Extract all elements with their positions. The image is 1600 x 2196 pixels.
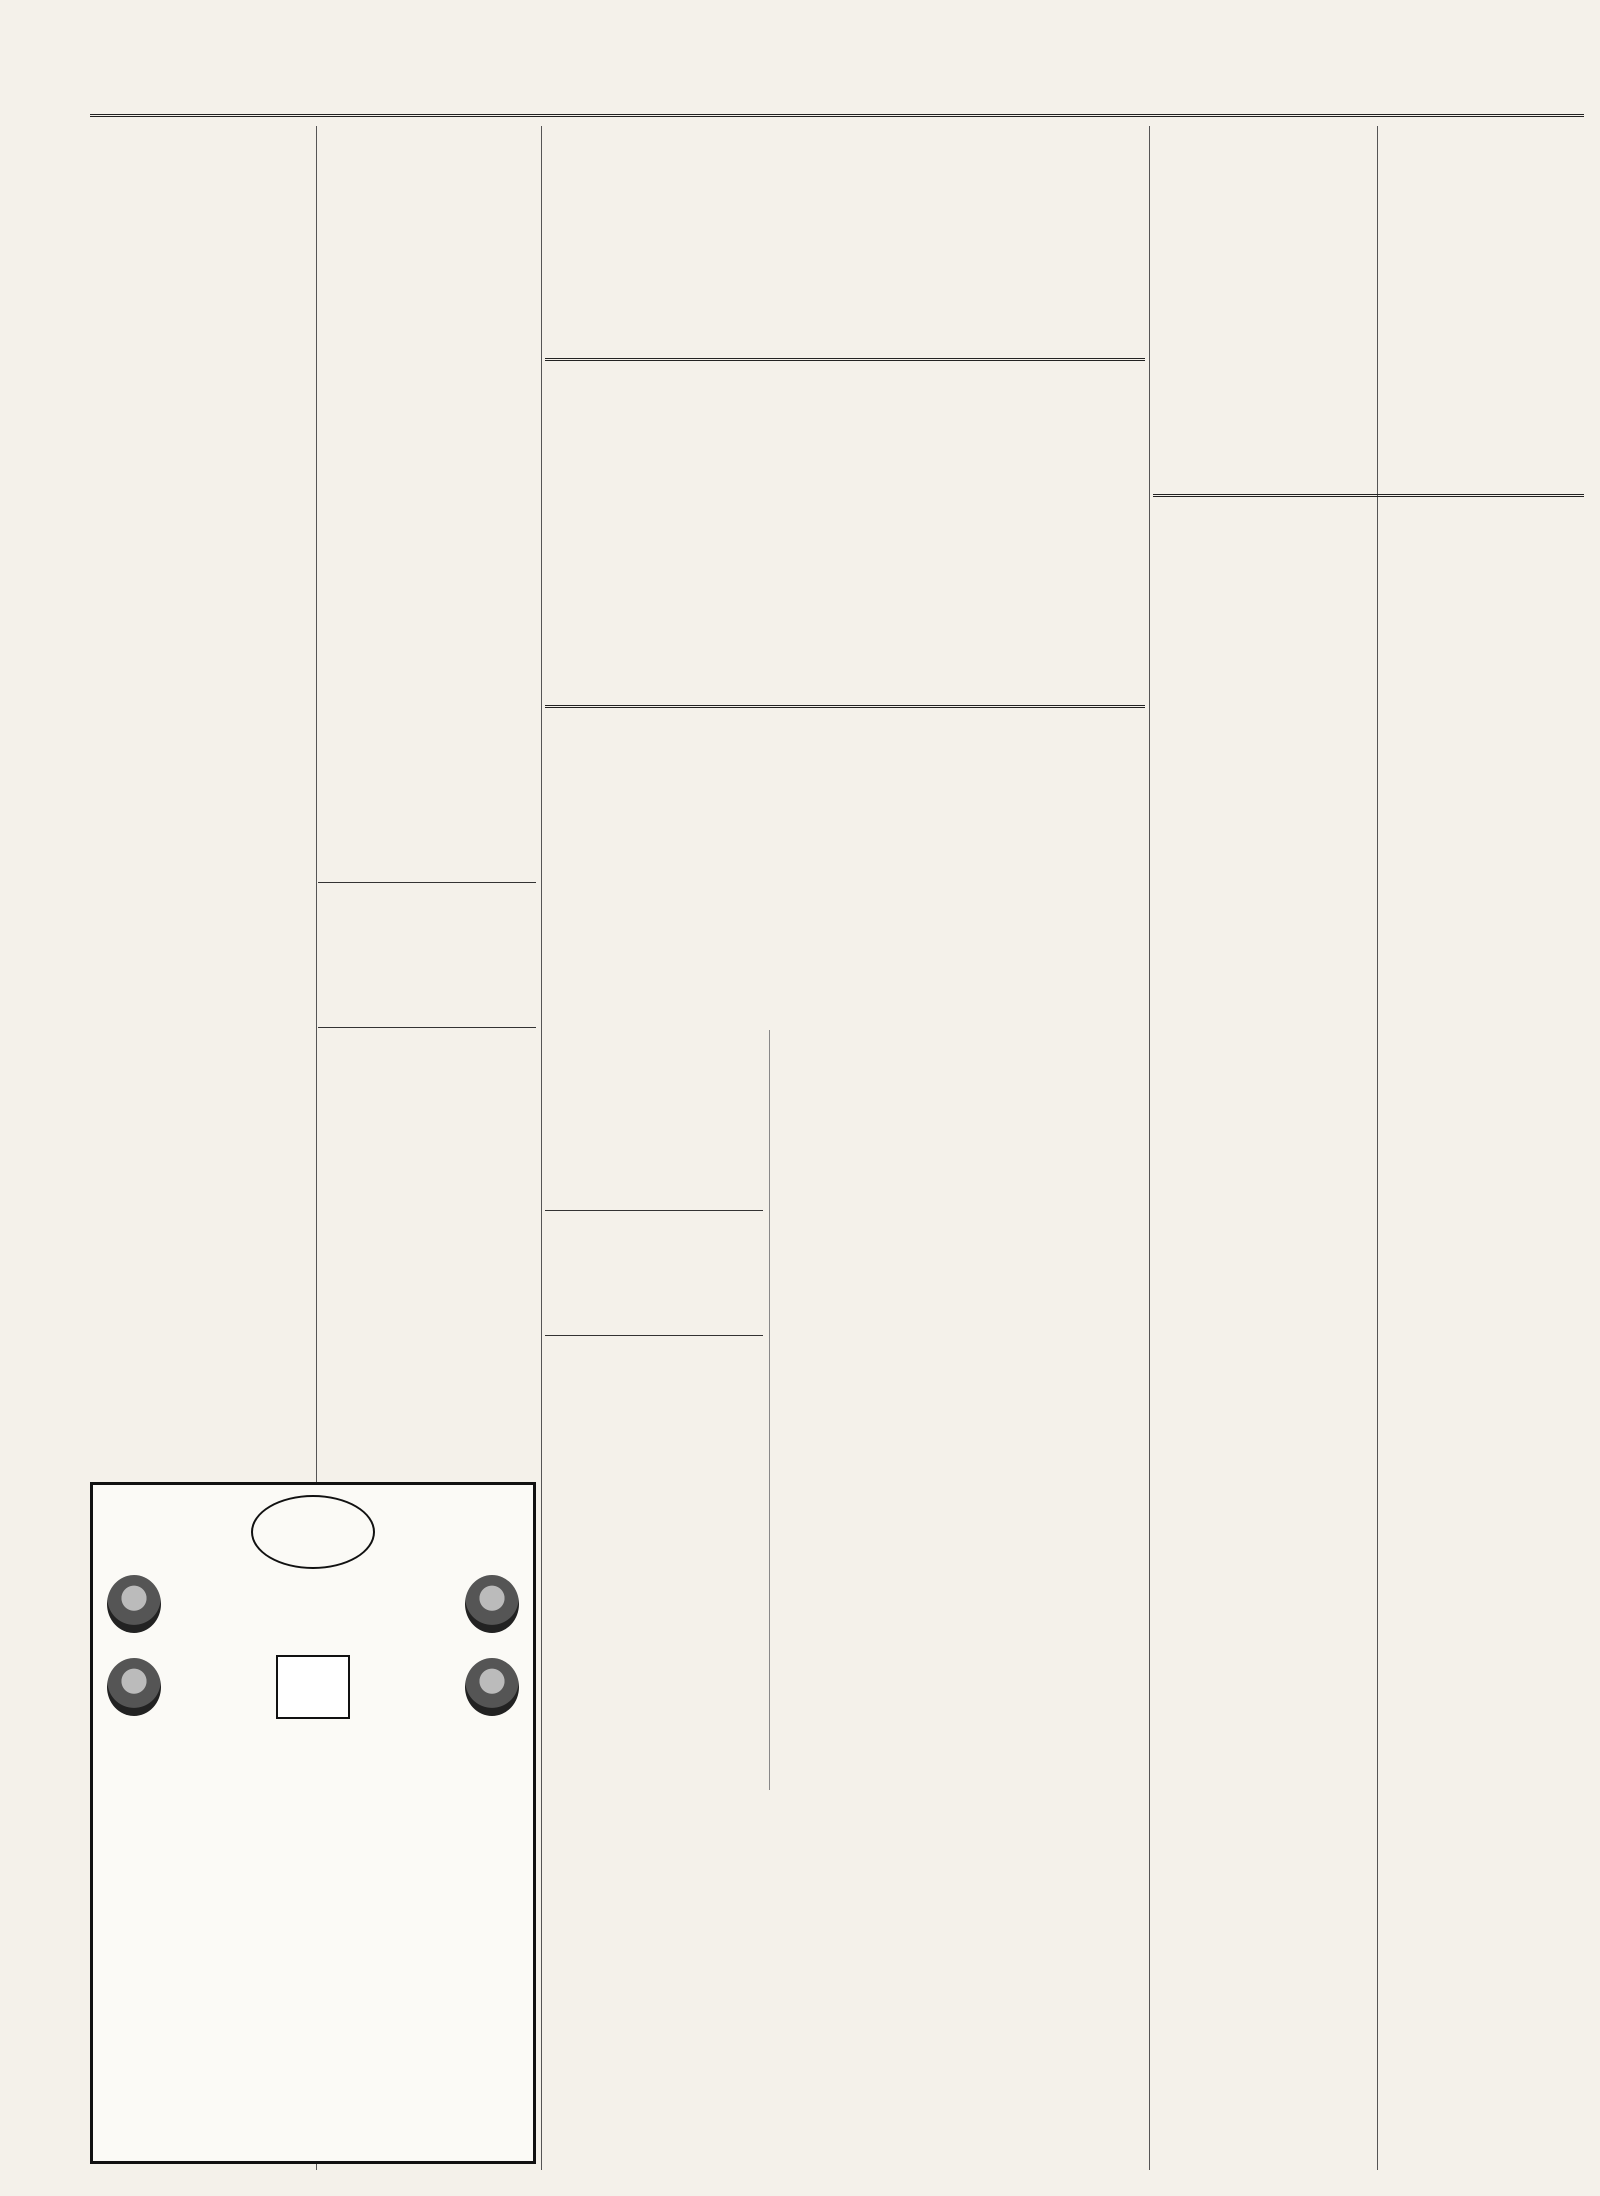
column-divider <box>1149 126 1150 2170</box>
masthead <box>90 96 1584 110</box>
section-rule <box>545 358 1145 361</box>
portrait-icon <box>465 1575 519 1633</box>
lead-body <box>545 381 1145 699</box>
center-side-column <box>545 1030 770 1790</box>
article-body <box>90 440 536 700</box>
lead-body <box>545 136 1145 352</box>
lead-body <box>545 724 1145 1024</box>
article-body <box>545 1034 763 1204</box>
article-headline <box>545 1210 763 1215</box>
section-rule <box>1153 494 1584 497</box>
newspaper-page <box>90 96 1584 2170</box>
article-headline <box>318 882 536 887</box>
article-body <box>1153 138 1584 328</box>
article-body <box>545 1344 763 1724</box>
column-2-stack <box>318 714 536 1354</box>
article-body <box>90 130 536 430</box>
center-column <box>545 126 1145 2170</box>
article-body <box>318 891 536 1021</box>
top-illustrations <box>93 1569 533 1633</box>
portrait-icon <box>107 1575 161 1633</box>
article-body <box>1153 338 1584 488</box>
lower-left-block <box>90 714 536 1354</box>
column-divider <box>541 126 542 2170</box>
section-rule <box>545 705 1145 708</box>
advertisement <box>90 1482 536 2164</box>
right-columns <box>1153 126 1584 2170</box>
portrait-icon <box>465 1658 519 1716</box>
article-body <box>545 1219 763 1329</box>
article-body <box>318 726 536 876</box>
article-headline <box>318 1027 536 1032</box>
article-headline <box>545 1335 763 1340</box>
left-columns <box>90 126 536 2170</box>
center-bottom-story <box>777 1030 1145 1790</box>
article-body <box>318 1036 536 1236</box>
article-body <box>90 714 308 1354</box>
package-icon <box>276 1655 350 1719</box>
logo-badge <box>251 1495 375 1569</box>
portrait-icon <box>107 1658 161 1716</box>
masthead-rule <box>90 114 1584 117</box>
center-lower <box>545 1030 1145 1790</box>
bottom-illustrations <box>93 1641 533 1719</box>
lead-body <box>777 1044 1145 1664</box>
article-body <box>1153 511 1584 1611</box>
article-body <box>1153 1621 1584 1871</box>
